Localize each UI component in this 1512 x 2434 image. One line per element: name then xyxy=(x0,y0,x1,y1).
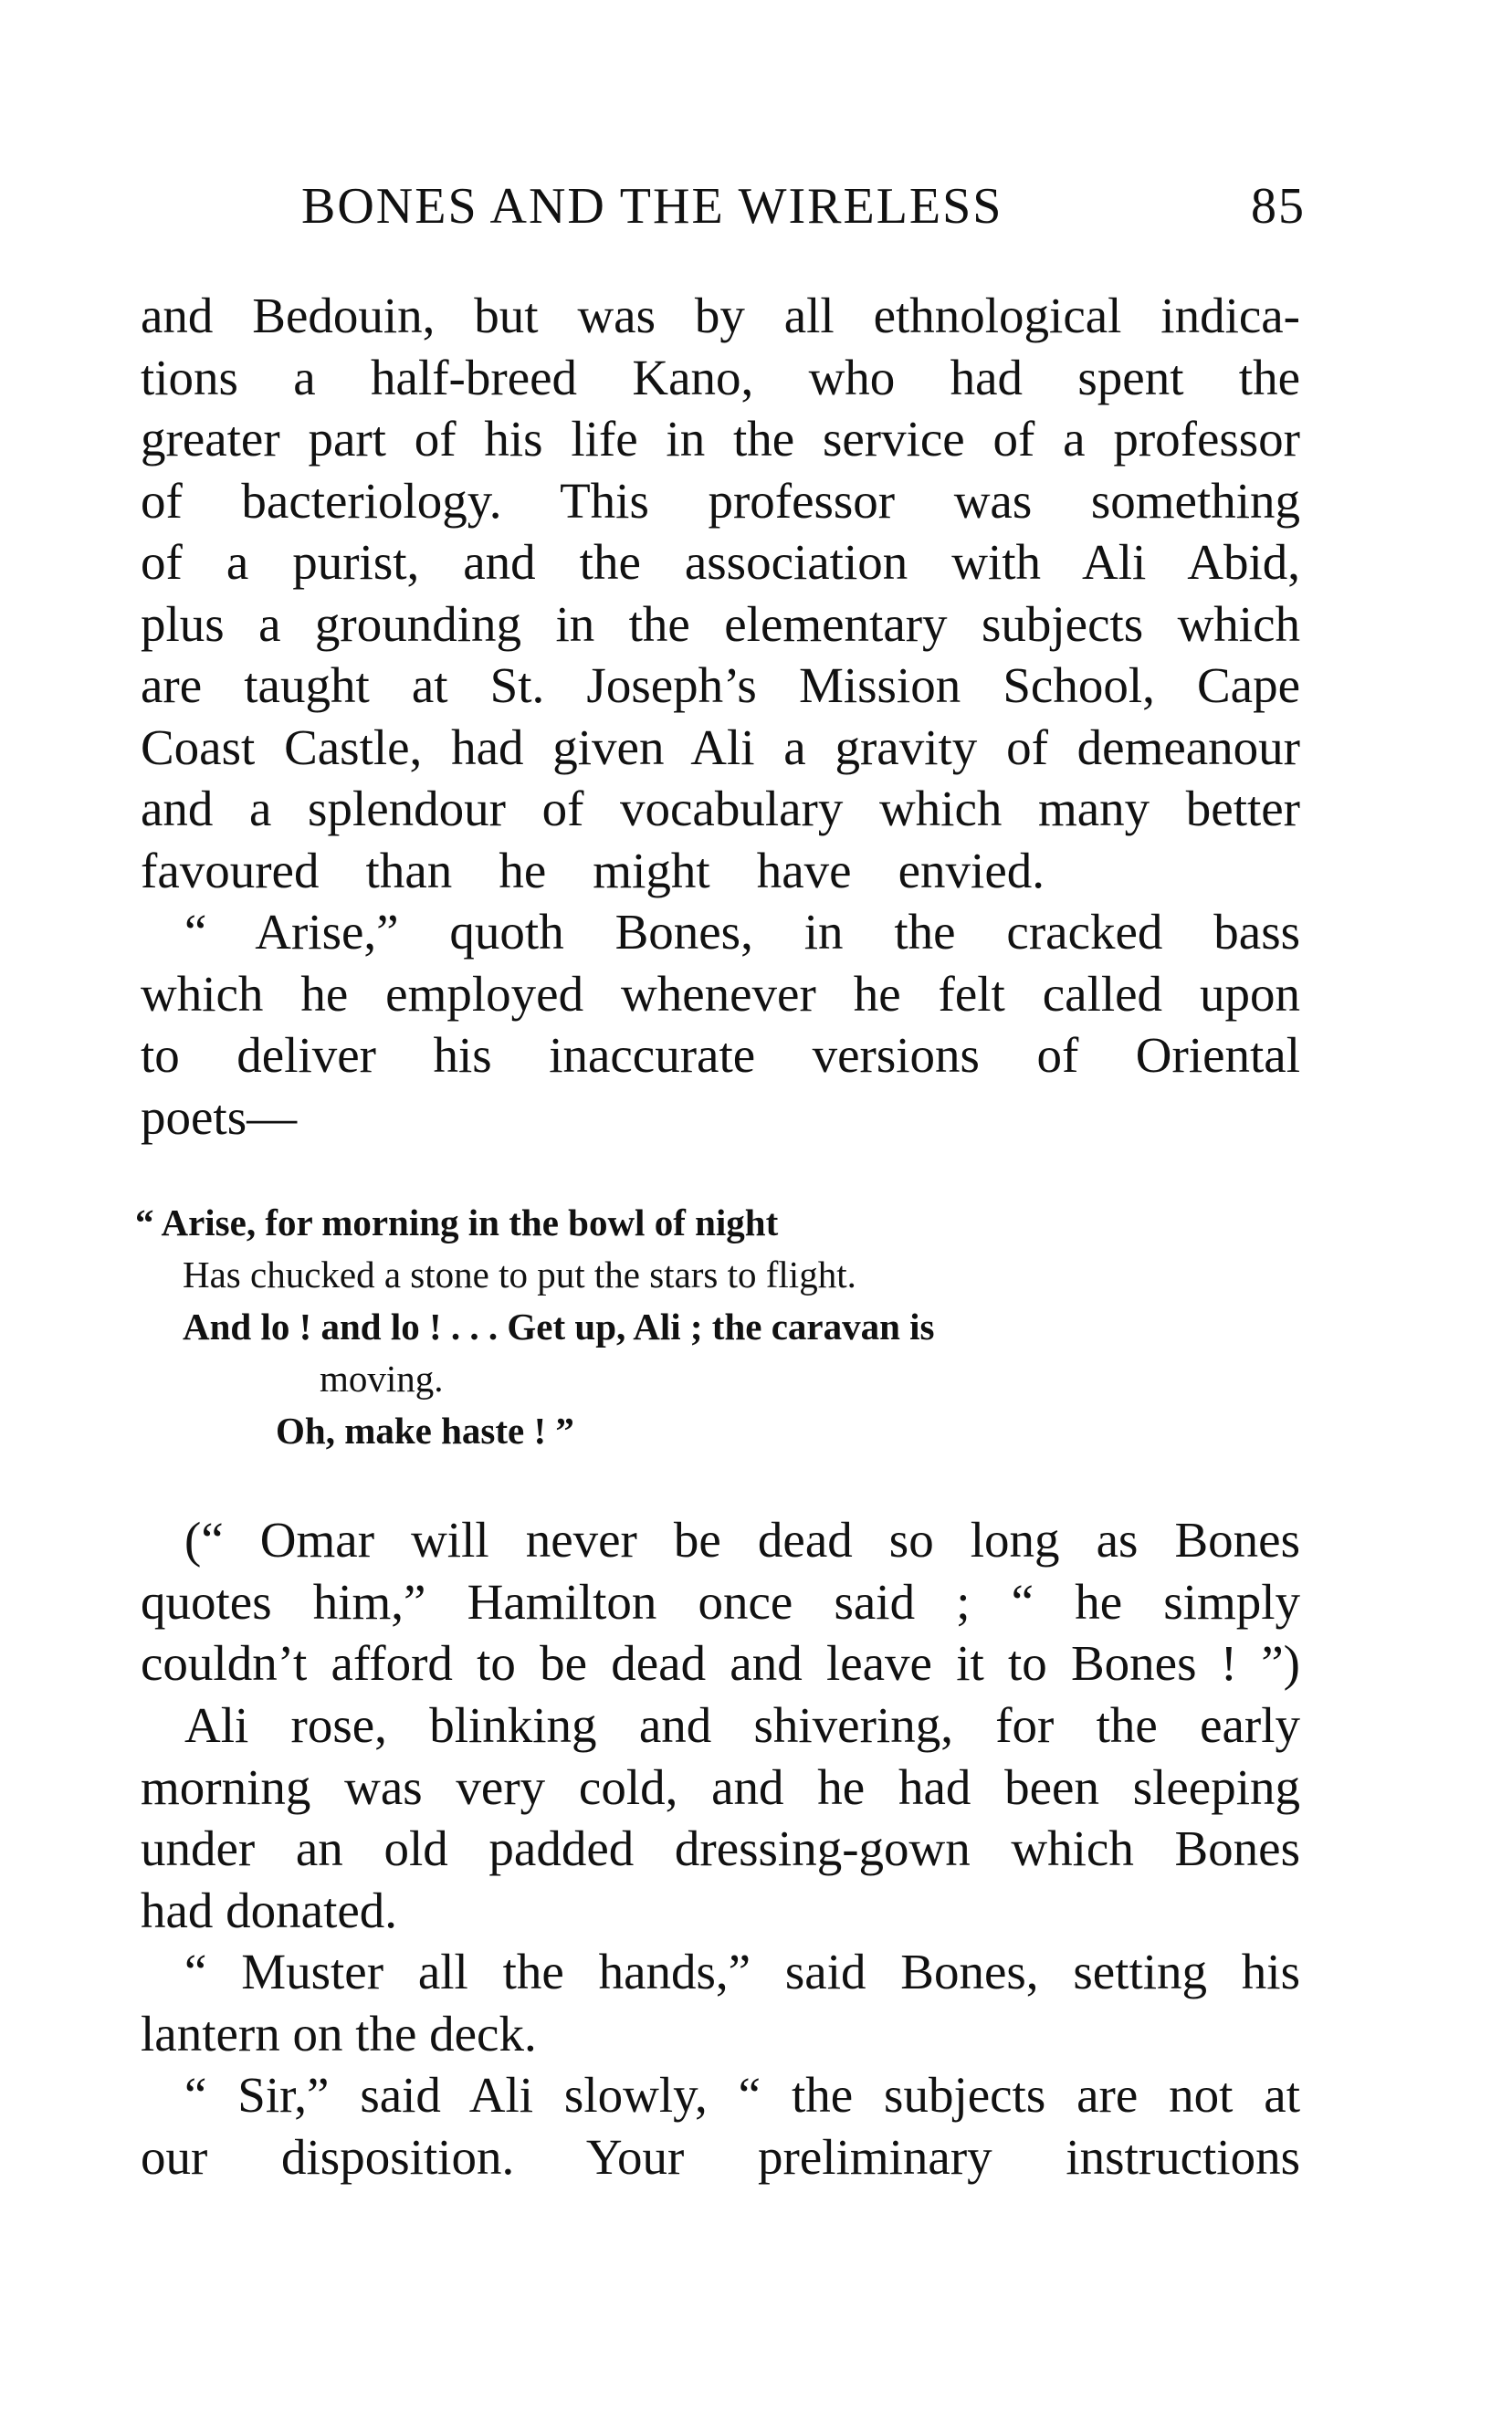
text-line: tions a half-breed Kano, who had spent the xyxy=(141,349,1300,405)
text-line: Coast Castle, had given Ali a gravity of demeanour xyxy=(141,719,1300,775)
verse-line: moving. xyxy=(320,1358,444,1400)
text-line: couldn’t afford to be dead and leave it to Bones ! ”) xyxy=(141,1635,1300,1691)
text-line: favoured than he might have envied. xyxy=(141,842,1045,898)
text-line: (“ Omar will never be dead so long as Bones xyxy=(184,1512,1300,1568)
text-line: “ Sir,” said Ali slowly, “ the subjects are not at xyxy=(184,2067,1300,2123)
verse-line: And lo ! and lo ! . . . Get up, Ali ; the caravan is xyxy=(183,1306,935,1348)
text-line: poets— xyxy=(141,1088,298,1145)
text-line: of a purist, and the association with Ali Abid, xyxy=(141,534,1300,590)
verse-line: Oh, make haste ! ” xyxy=(276,1410,574,1452)
paragraph-muster xyxy=(141,1941,1300,2064)
verse-line: Has chucked a stone to put the stars to flight. xyxy=(183,1254,856,1296)
text-line: our disposition. Your preliminary instructions xyxy=(141,2128,1300,2185)
text-line: greater part of his life in the service of a professor xyxy=(141,411,1300,467)
verse-quotation xyxy=(135,1197,1304,1457)
text-line: lantern on the deck. xyxy=(141,2005,537,2062)
text-line: “ Muster all the hands,” said Bones, setting his xyxy=(184,1944,1300,1999)
running-title: BONES AND THE WIRELESS xyxy=(301,178,1003,235)
text-line: “ Arise,” quoth Bones, in the cracked bass xyxy=(184,904,1300,960)
text-line: quotes him,” Hamilton once said ; “ he simply xyxy=(141,1573,1300,1630)
paragraph-ali-rose xyxy=(141,1694,1300,1941)
paragraph-ali-description xyxy=(141,285,1300,901)
text-line: under an old padded dressing-gown which Bones xyxy=(141,1820,1300,1876)
paragraph-omar xyxy=(141,1509,1300,1694)
text-line: plus a grounding in the elementary subjects which xyxy=(141,595,1300,652)
paragraph-sir-said-ali xyxy=(141,2064,1300,2187)
text-line: to deliver his inaccurate versions of Oriental xyxy=(141,1027,1300,1083)
text-line: and a splendour of vocabulary which many better xyxy=(141,781,1300,836)
text-line: Ali rose, blinking and shivering, for the early xyxy=(184,1697,1300,1753)
verse-line: “ Arise, for morning in the bowl of night xyxy=(135,1201,779,1243)
running-header xyxy=(301,170,1306,243)
text-line: had donated. xyxy=(141,1882,398,1938)
text-line: are taught at St. Joseph’s Mission School, Cape xyxy=(141,657,1300,713)
text-line: morning was very cold, and he had been sleeping xyxy=(141,1758,1300,1815)
page-number: 85 xyxy=(1251,178,1306,235)
text-line: which he employed whenever he felt called upon xyxy=(141,965,1300,1022)
paragraph-arise-quoth xyxy=(141,901,1300,1148)
text-line: and Bedouin, but was by all ethnological indica- xyxy=(141,288,1300,343)
text-line: of bacteriology. This professor was something xyxy=(141,472,1300,529)
